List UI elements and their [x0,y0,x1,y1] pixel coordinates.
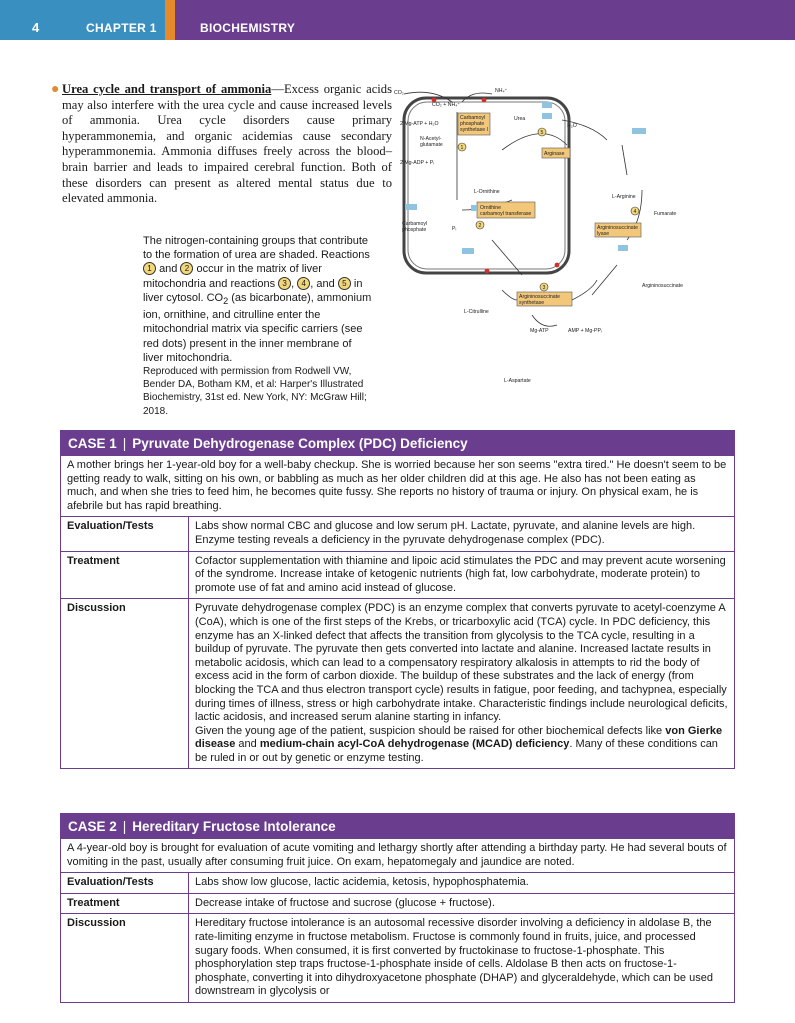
svg-text:synthetase: synthetase [519,300,545,306]
arginase-label: Arginase [544,151,565,157]
co2-nh4-label: CO₂ + NH₄⁺ [432,102,461,108]
step-5-label: 5 [540,130,544,136]
step-5-icon: 5 [338,277,351,290]
adp-label: 2 Mg-ADP + Pᵢ [400,160,435,166]
step-1-icon: 1 [143,262,156,275]
co2-label: CO₂ [394,90,404,96]
step-3-icon: 3 [278,277,291,290]
pi-label: Pᵢ [452,226,457,232]
ammonium-label: NH₄⁺ [495,88,508,94]
page-number: 4 [32,20,40,35]
urea-cycle-paragraph [51,82,392,207]
paragraph-heading: Urea cycle and transport of ammonia [62,82,272,96]
case-2-evaluation-row: Evaluation/Tests Labs show low glucose, lactic acidemia, ketosis, hypophosphatemia. [61,873,734,894]
case-1-evaluation-row: Evaluation/Tests Labs show normal CBC and glucose and low serum pH. Lactate, pyruvate, and alanine levels are high. Enzyme testing reveals a deficiency in the pyruvate dehydrogenase complex (PDC). [61,517,734,551]
step-1-label: 1 [460,145,464,151]
mg-atp-label: Mg-ATP [530,328,549,334]
case-1-treatment-row: Treatment Cofactor supplementation with thiamine and lipoic acid stimulates the PDC and may prevent acute worsening of the syndrome. Increase intake of ketogenic nutrients (high fat, low carbohydrate, moderate protein) to promote use of fat and amino acid instead of glucose. [61,552,734,600]
arginine-label: L-Arginine [612,194,636,200]
step-2-icon: 2 [180,262,193,275]
water-label: H₂O [567,123,577,129]
case-2-treatment-row: Treatment Decrease intake of fructose and sucrose (glucose + fructose). [61,894,734,915]
step-4-icon: 4 [297,277,310,290]
urea-label: Urea [514,116,526,122]
case-1-title: Pyruvate Dehydrogenase Complex (PDC) Deficiency [132,436,468,451]
argininosuccinate-label: Argininosuccinate [642,283,683,289]
step-3-label: 3 [542,285,546,291]
step-2-label: 2 [478,223,482,229]
case-1-box [60,430,735,769]
figure-source: Reproduced with permission from Rodwell VW, Bender DA, Botham KM, et al: Harper's Illustrated Biochemistry, 31st ed. New York, NY: McGraw Hill; 2018. [143,366,367,417]
fumarate-label: Fumarate [654,211,677,217]
svg-text:synthetase I: synthetase I [460,127,488,133]
as-synthetase-label: Argininosuccinate [519,294,560,300]
svg-text:lyase: lyase [597,231,610,237]
as-lyase-label: Argininosuccinate [597,225,638,231]
urea-cycle-diagram [392,80,692,386]
svg-text:phosphate: phosphate [402,227,427,233]
svg-text:phosphate: phosphate [460,121,485,127]
cps-label: Carbamoyl [460,115,486,121]
case-2-discussion-row: Discussion Hereditary fructose intolerance is an autosomal recessive disorder involving a deficiency in aldolase B, the rate-limiting enzyme in fructose metabolism. Fructose is commonly found in fruits, juice, and processed sugary foods. When consumed, it is first converted by fructokinase to fructose-1-phosphate. This phosphorylation step traps fructose-1-phosphate inside of cells. Aldolase B then acts on fructose-1-phosphate, converting it into dihydroxyacetone phosphate (DHAP) and glyceraldehyde, which can be used downstream in glycolysis or [61,914,734,1002]
amp-label: AMP + Mg-PPᵢ [568,328,602,334]
atp-label: 2 Mg-ATP + H₂O [400,121,439,127]
otc-label: Ornithine [480,205,502,211]
case-1-header: CASE 1 | Pyruvate Dehydrogenase Complex (PDC) Deficiency [61,431,734,456]
carbamoyl-phosphate-label: Carbamoyl [402,221,428,227]
citrulline-label: L-Citrulline [464,309,489,315]
nag-label: N-Acetyl- [420,136,442,142]
figure-caption: The nitrogen-containing groups that contribute to the formation of urea are shaded. Reactions 1 and 2 occur in the matrix of liver mitochondria and reactions 3 , 4 , and 5 in liver cytosol. $CO_2$ (as bicarbonate), ammonium ion, ornithine, and citrulline enter the mitochondrial matrix via specific carriers (see red dots) present in the inner membrane of liver mitochondria. Reproduced with permission from Rodwell VW, Bender DA, Botham KM, et al: Harper's Illustrated Biochemistry, 31st ed. New York, NY: McGraw Hill; 2018. [143,235,372,417]
step-4-label: 4 [633,209,637,215]
paragraph-body: —Excess organic acids may also interfere with the urea cycle and cause increased levels of ammonia. Urea cycle disorders cause primary hyperammonemia, and organic acidemias cause secondary hyperammonemia. Ammonia diffuses freely across the blood–brain barrier and leads to impaired cerebral function. Both of these disorders can present as altered mental status due to elevated ammonia. [62,82,392,206]
bullet-icon: ● [51,82,60,97]
ornithine-label: L-Ornithine [474,189,500,195]
chapter-label: CHAPTER 1 [86,21,157,35]
section-title: BIOCHEMISTRY [200,21,296,35]
case-2-box [60,813,735,1003]
case-2-title: Hereditary Fructose Intolerance [132,819,336,834]
case-2-header: CASE 2 | Hereditary Fructose Intolerance [61,814,734,839]
page-header [0,0,795,40]
svg-text:carbamoyl transferase: carbamoyl transferase [480,211,532,217]
case-1-discussion-row: Discussion Pyruvate dehydrogenase complex (PDC) is an enzyme complex that converts pyruvate to acetyl-coenzyme A (CoA), which is one of the first steps of the Krebs, or tricarboxylic acid (TCA) cycle. In PDC deficiency, this enzyme has an X-linked defect that affects the transition from glycolysis to the TCA cycle, resulting in a buildup of pyruvate. The pyruvate then gets converted into lactate and alanine. Increased lactate results in metabolic acidosis, which can lead to a compensatory respiratory alkalosis in attempts to rid the body of excess acid in the form of carbon dioxide. The buildup of these substrates and the lack of energy (from blocking the TCA and thus electron transport cycle) results in fatigue, poor feeding, and tachypnea, especially during times of illness, stress or high carbohydrate intake. Characteristic findings include neurological deficits, lactic acidosis, and increased serum alanine starting in infancy. Given the young age of the patient, suspicion should be raised for other biochemical defects like von Gierke disease and medium-chain acyl-CoA dehydrogenase (MCAD) deficiency. Many of these conditions can be ruled in or out by genetic or enzyme testing. [61,599,734,768]
aspartate-label: L-Aspartate [504,378,531,384]
nag-label-2: glutamate [420,142,443,148]
case-2-intro: A 4-year-old boy is brought for evaluation of acute vomiting and lethargy shortly after attending a birthday party. He had several bouts of vomiting in the past, usually after consuming fruit juice. On exam, hepatomegaly and jaundice are noted. [61,839,734,873]
case-1-intro: A mother brings her 1-year-old boy for a well-baby checkup. She is worried because her son seems "extra tired." He doesn't seem to be getting ready to walk, sitting on his own, or babbling as much as her older children did at this age. He also has not been eating as much, and when she tries to feed him, he becomes quite fussy. She reports no history of trauma or injury. On physical exam, he is afebrile but has rapid breathing. [61,456,734,517]
